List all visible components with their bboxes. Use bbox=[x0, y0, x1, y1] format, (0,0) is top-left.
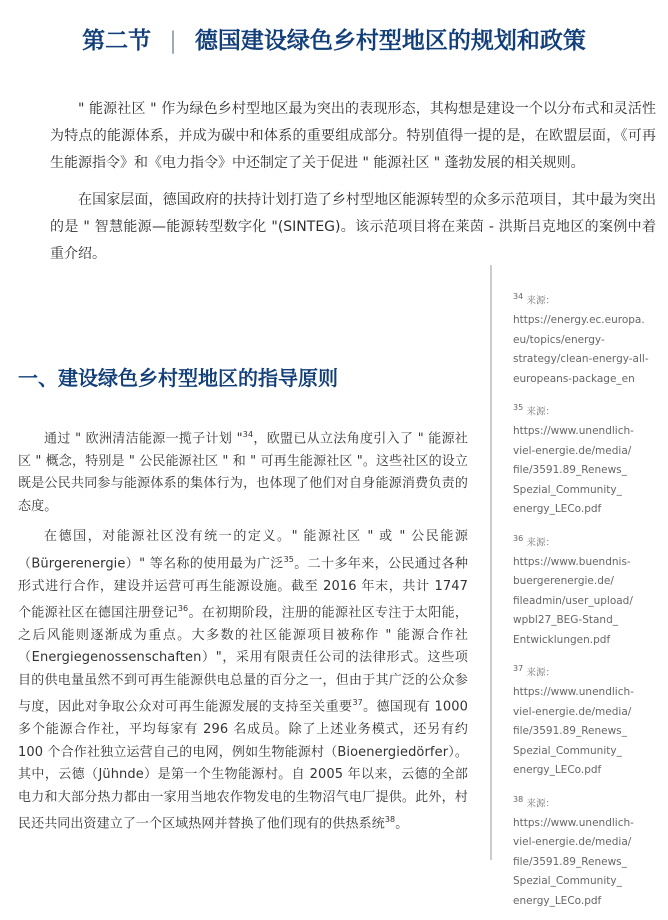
footnote-source-label: 来源： bbox=[526, 295, 556, 307]
footnote-item bbox=[513, 790, 663, 912]
footnote-item bbox=[513, 529, 663, 651]
body-paragraph-1 bbox=[18, 424, 468, 518]
footnote-source-label: 来源： bbox=[526, 406, 556, 418]
footnote-source-label: 来源： bbox=[526, 798, 556, 809]
body-text bbox=[18, 424, 468, 844]
section-label: 第二节 bbox=[82, 28, 152, 54]
text-run: 通过 " 欧洲清洁能源一揽子计划 " bbox=[44, 431, 243, 447]
footnote-ref[interactable]: 38 bbox=[384, 815, 396, 825]
intro-paragraph-1: " 能源社区 " 作为绿色乡村型地区最为突出的表现形态，其构想是建设一个以分布式和灵活性为特点的能源体系，并成为碳中和体系的重要组成部分。特别值得一提的是，在欧盟层面，《可再生能源指令》和《电力指令》中还制定了关于促进 " 能源社区 " 蓬勃发展的相关规则。 bbox=[50, 101, 656, 171]
footnote-number: 37 bbox=[513, 664, 524, 673]
title-separator: | bbox=[169, 28, 177, 54]
footnote-number: 35 bbox=[513, 403, 524, 412]
footnote-source-label: 来源： bbox=[526, 667, 556, 679]
footnote-ref[interactable]: 36 bbox=[177, 604, 189, 614]
footnote-label bbox=[513, 287, 663, 311]
footnote-link[interactable]: https://www.unendlich- viel-energie.de/media/ file/3591.89_Renews_ Spezial_Community_ energy_LECo.pdf bbox=[513, 686, 634, 776]
footnote-number: 34 bbox=[513, 292, 524, 301]
footnote-number: 38 bbox=[513, 794, 524, 804]
footnote-ref[interactable]: 35 bbox=[283, 554, 294, 564]
text-run: 在德国，对能源社区没有统一的定义。" 能源社区 " 或 " 公民能源（Bürgerenergie）" 等名称的使用最为广泛 bbox=[18, 529, 468, 572]
footnote-item bbox=[513, 398, 663, 520]
footnote-label bbox=[513, 659, 663, 683]
footnote-column bbox=[513, 287, 663, 920]
footnote-item bbox=[513, 287, 663, 389]
footnote-link[interactable]: https://energy.ec.europa. eu/topics/energy- strategy/clean-energy-all- europeans-package_en bbox=[513, 314, 649, 385]
footnote-ref[interactable]: 34 bbox=[242, 430, 254, 439]
footnote-link[interactable]: https://www.buendnis- buergerenergie.de/ fileadmin/user_upload/ wpbl27_BEG-Stand_ Entwicklungen.pdf bbox=[513, 555, 633, 646]
subsection-heading: 一、建设绿色乡村型地区的指导原则 bbox=[18, 366, 338, 390]
footnote-label bbox=[513, 398, 663, 422]
text-run: 。二十多年来，公民通过各种形式进行合作，建设并运营可再生能源设施。截至 2016 年末，共计 1747 个能源社区在德国注册登记 bbox=[18, 556, 469, 621]
section-title-main: 德国建设绿色乡村型地区的规划和政策 bbox=[194, 28, 586, 54]
footnote-ref[interactable]: 37 bbox=[352, 698, 363, 708]
text-run: 。德国现有 1000 多个能源合作社，平均每家有 296 名成员。除了上述业务模式，还另有约 100 个合作社独立运营自己的电网，例如生物能源村（Bioenergiedörfer）。其中，云德（Jühnde）是第一个生物能源村。自 2005 年以来，云德的全部电力和大部分热力都由一家用当地农作物发电的生物沼气电厂提供。此外，村民还共同出资建立了一个区域热网并替换了他们现有的供热系统 bbox=[18, 699, 468, 832]
intro-paragraph-2: 在国家层面，德国政府的扶持计划打造了乡村型地区能源转型的众多示范项目，其中最为突出的是 " 智慧能源—能源转型数字化 "(SINTEG)。该示范项目将在莱茵 - 洪斯吕克地区的案例中着重介绍。 bbox=[50, 192, 656, 262]
text-run: 。在初期阶段，注册的能源社区专注于太阳能，之后风能则逐渐成为重点。大多数的社区能源项目被称作 " 能源合作社（Energiegenossenschaften）"，采用有限责任公司的法律形式。这些项目的供电量虽然不到可再生能源供电总量的百分之一，但由于其广泛的公众参与度，因此对争取公众对可再生能源发展的支持至关重要 bbox=[18, 605, 468, 715]
page-title bbox=[0, 22, 668, 55]
footnote-label bbox=[513, 529, 663, 553]
footnote-item bbox=[513, 659, 663, 781]
footnote-label bbox=[513, 790, 663, 814]
text-run: ，欧盟已从立法角度引入了 " 能源社区 " 概念，特别是 " 公民能源社区 " 和 " 可再生能源社区 "。这些社区的设立既是公民共同参与能源体系的集体行为，也体现了他们对自身能源消费负责的态度。 bbox=[18, 431, 469, 514]
body-paragraph-2 bbox=[18, 526, 468, 836]
intro-block bbox=[50, 96, 656, 278]
footnote-link[interactable]: https://www.unendlich- viel-energie.de/media/ file/3591.89_Renews_ Spezial_Community_ energy_LECo.pdf bbox=[513, 425, 634, 515]
sidebar-divider bbox=[490, 265, 492, 860]
footnote-link[interactable]: https://www.unendlich- viel-energie.de/media/ file/3591.89_Renews_ Spezial_Community_ energy_LECo.pdf bbox=[513, 816, 634, 907]
text-run: 。 bbox=[395, 816, 409, 832]
footnote-source-label: 来源： bbox=[526, 537, 556, 548]
footnote-number: 36 bbox=[513, 533, 524, 543]
